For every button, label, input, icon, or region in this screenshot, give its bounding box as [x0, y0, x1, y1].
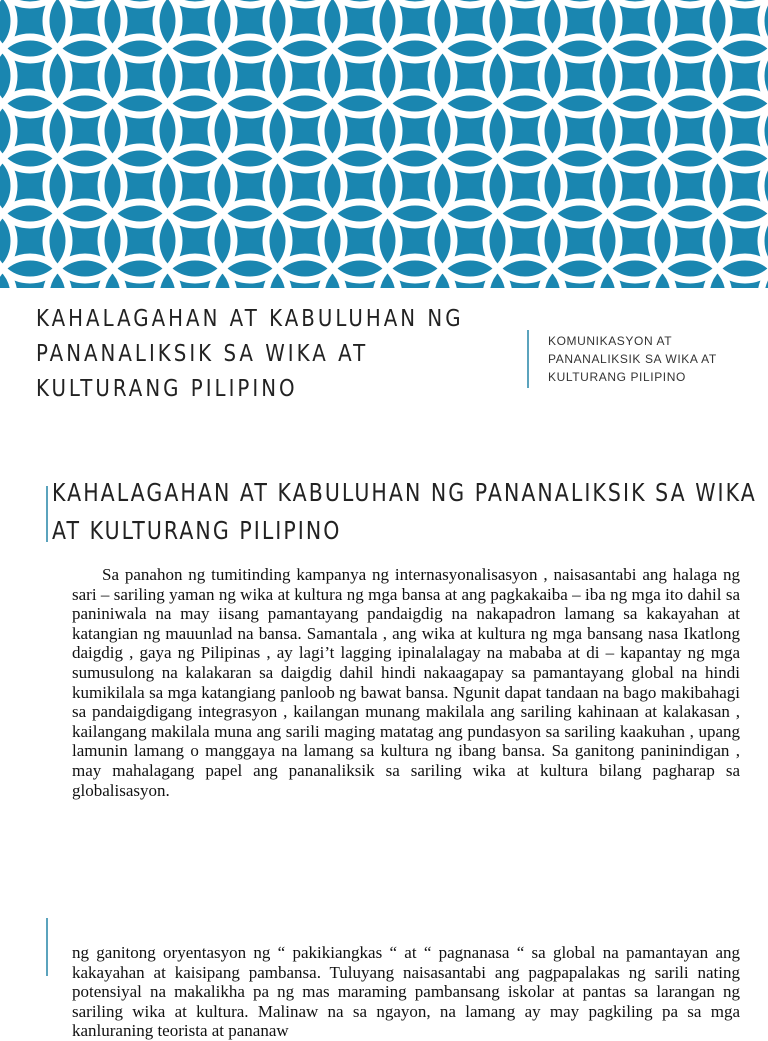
- section-heading: KAHALAGAHAN AT KABULUHAN NG PANANALIKSIK SA WIKA AT KULTURANG PILIPINO: [52, 478, 757, 545]
- decorative-pattern-banner: [0, 0, 768, 288]
- heading-accent-bar: [46, 486, 48, 542]
- cover-title-block: [36, 302, 516, 407]
- cover-subtitle: KOMUNIKASYON AT PANANALIKSIK SA WIKA AT KULTURANG PILIPINO: [548, 334, 717, 384]
- page-title: KAHALAGAHAN AT KABULUHAN NG PANANALIKSIK SA WIKA AT KULTURANG PILIPINO: [36, 306, 464, 402]
- title-divider: [527, 330, 529, 388]
- body-paragraph-2: ng ganitong oryentasyon ng “ pakikiangkas “ at “ pagnanasa “ sa global na pamantayan ang kakayahan at kaisipang pambansa. Tuluyang naisasantabi ang pagpapalakas ng sarili nating potensiyal na makalikha pa ng mas maraming pambansang iskolar at pantas sa larangan ng sariling wika at kultura. Malinaw na sa ngayon, na lamang ay may pagkiling pa sa mga kanluraning teorista at pananaw: [72, 943, 740, 1041]
- paragraph-accent-bar: [46, 918, 48, 976]
- body-paragraph-1: Sa panahon ng tumitinding kampanya ng internasyonalisasyon , naisasantabi ang halaga ng sari – sariling yaman ng wika at kultura ng mga bansa at ang pagkakaiba – iba ng mga ito dahil sa paniniwala na may iisang pamantayang pandaigdig na nakapadron lamang sa kakayahan at katangian ng mauunlad na bansa. Samantala , ang wika at kultura ng mga bansang nasa Ikatlong daigdig , gaya ng Pilipinas , ay lagi’t lagging ipinalalagay na mababa at di – kapantay ng mga sumusulong na kalakaran sa daigdig dahil hindi nakaagapay sa pamantayang global na hindi kumikilala sa mga katangiang panloob ng bawat bansa. Ngunit dapat tandaan na bago makibahagi sa pandaigdigang integrasyon , kailangan munang makilala ang sariling kahinaan at kalakasan , kailangang makilala muna ang sarili maging matatag ang pundasyon sa sariling kaakuhan , upang lamunin lamang o manggaya na lamang sa kultura ng ibang bansa. Sa ganitong paninindigan , may mahalagang papel ang pananaliksik sa sariling wika at kultura bilang pagharap sa globalisasyon.: [72, 565, 740, 800]
